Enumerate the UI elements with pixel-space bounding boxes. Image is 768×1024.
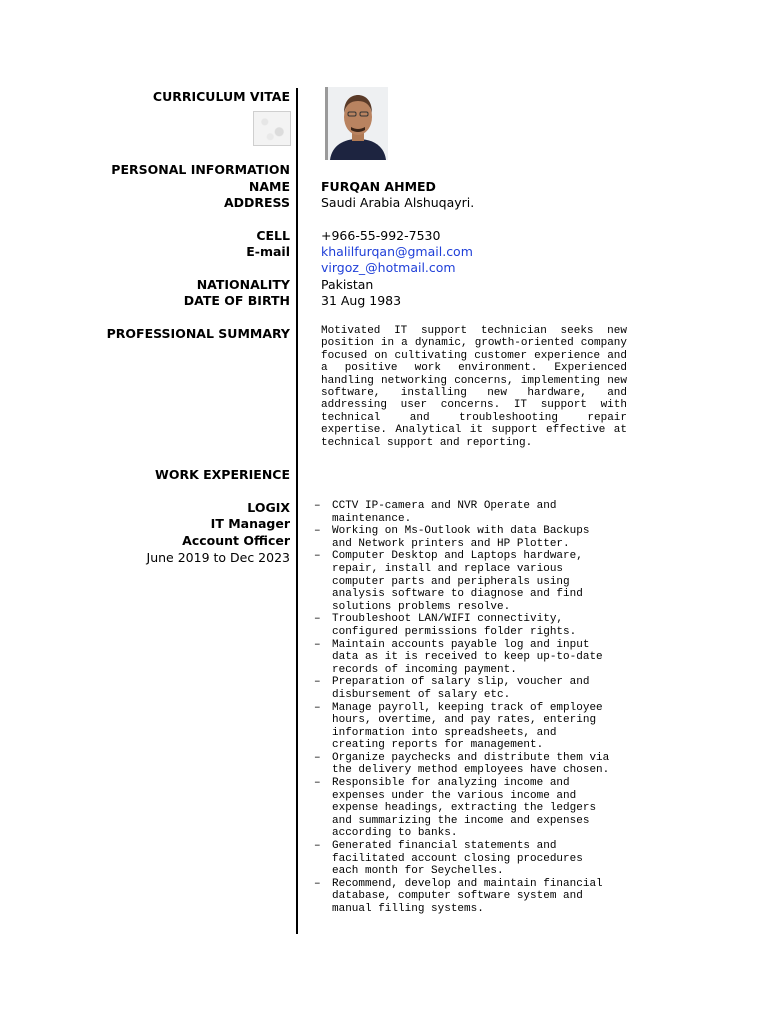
duty-item (314, 702, 634, 752)
column-divider (296, 88, 298, 934)
label-date-of-birth: DATE OF BIRTH (183, 293, 290, 308)
value-nationality: Pakistan (321, 277, 374, 292)
value-address: Saudi Arabia Alshuqayri. (321, 195, 475, 210)
email-link-primary[interactable]: khalilfurqan@gmail.com (321, 244, 473, 259)
label-nationality: NATIONALITY (196, 277, 290, 292)
section-work-experience: WORK EXPERIENCE (155, 467, 290, 482)
email-link-secondary[interactable]: virgoz_@hotmail.com (321, 260, 456, 275)
bullet-dash: – (314, 840, 321, 853)
bullet-dash: – (314, 500, 321, 512)
duty-text: Working on Ms-Outlook with data Backups and Network printers and HP Plotter. (332, 525, 590, 550)
label-cell: CELL (256, 228, 290, 243)
duty-item (314, 777, 634, 840)
duty-item (314, 500, 634, 525)
label-name: NAME (248, 179, 290, 194)
duty-text: Computer Desktop and Laptops hardware, repair, install and replace various computer parts and peripherals using analysis software to diagnose and find solutions problems resolve. (332, 550, 583, 613)
duty-text: Manage payroll, keeping track of employee hours, overtime, and pay rates, entering information into spreadsheets, and creating reports for management. (332, 701, 603, 752)
job-title-account-officer: Account Officer (182, 533, 290, 548)
duty-text: Preparation of salary slip, voucher and disbursement of salary etc. (332, 676, 590, 701)
profile-photo (325, 87, 388, 160)
bullet-dash: – (314, 701, 321, 714)
duty-item (314, 840, 634, 878)
value-cell: +966-55-992-7530 (321, 228, 441, 243)
bullet-dash: – (314, 877, 321, 890)
duty-item (314, 878, 634, 916)
duty-item (314, 639, 634, 677)
cv-heading: CURRICULUM VITAE (152, 89, 290, 104)
label-address: ADDRESS (223, 195, 290, 210)
duty-item (314, 676, 634, 701)
duty-item (314, 752, 634, 777)
section-professional-summary: PROFESSIONAL SUMMARY (106, 326, 290, 341)
duty-text: Generated financial statements and facilitated account closing procedures each month for Seychelles. (332, 840, 583, 878)
duty-text: CCTV IP-camera and NVR Operate and maintenance. (332, 500, 557, 525)
duty-item (314, 613, 634, 638)
label-email: E-mail (246, 244, 290, 259)
duty-item (314, 525, 634, 550)
job-period: June 2019 to Dec 2023 (146, 550, 290, 565)
job-company: LOGIX (247, 500, 290, 515)
bullet-dash: – (314, 777, 321, 790)
section-personal-information: PERSONAL INFORMATION (111, 162, 290, 177)
professional-summary-text: Motivated IT support technician seeks new position in a dynamic, growth-oriented company focused on cultivating customer experience and a positive work environment. Experienced handling networking concerns, implementing new software, installing new hardware, and addressing user concerns. IT support with technical and troubleshooting repair expertise. Analytical it support effective at technical support and reporting. (321, 325, 627, 449)
bullet-dash: – (314, 676, 321, 689)
bullet-dash: – (314, 751, 321, 764)
logo-image (253, 111, 291, 146)
duty-text: Troubleshoot LAN/WIFI connectivity, configured permissions folder rights. (332, 613, 577, 638)
duty-text: Recommend, develop and maintain financial database, computer software system and manual filling systems. (332, 877, 603, 915)
duty-text: Maintain accounts payable log and input data as it is received to keep up-to-date records of incoming payment. (332, 638, 603, 676)
duty-text: Organize paychecks and distribute them via the delivery method employees have chosen. (332, 751, 610, 777)
value-date-of-birth: 31 Aug 1983 (321, 293, 402, 308)
duty-text: Responsible for analyzing income and expenses under the various income and expense headings, extracting the ledgers and summarizing the income and expenses according to banks. (332, 777, 597, 840)
bullet-dash: – (314, 525, 321, 538)
job-title-it-manager: IT Manager (210, 516, 290, 531)
bullet-dash: – (314, 638, 321, 651)
bullet-dash: – (314, 550, 321, 563)
duty-item (314, 550, 634, 613)
job-duties-list (314, 500, 634, 916)
value-name: FURQAN AHMED (321, 179, 436, 194)
bullet-dash: – (314, 613, 321, 626)
